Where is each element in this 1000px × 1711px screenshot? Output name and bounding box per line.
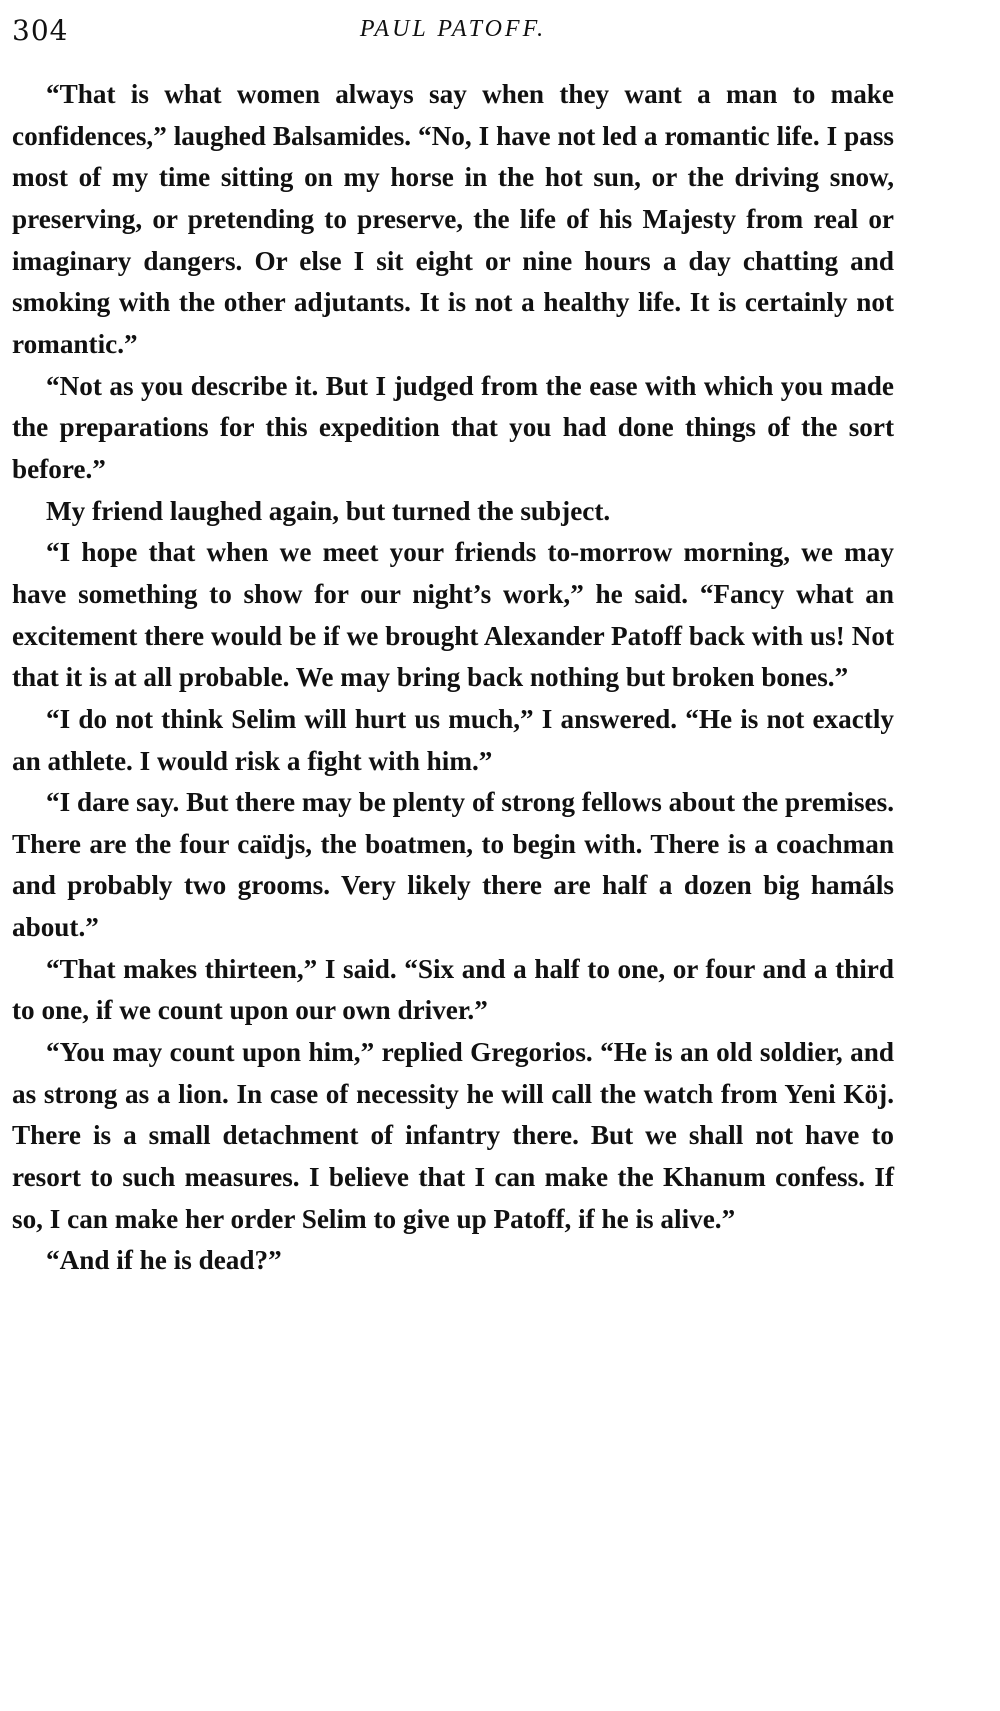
- book-page: [12, 6, 894, 1282]
- body-text: [12, 74, 894, 1282]
- paragraph: “I hope that when we meet your friends to-morrow morning, we may have something to show for our night’s work,” he said. “Fancy what an excitement there would be if we brought Alexander Patoff back with us! Not that it is at all probable. We may bring back nothing but broken bones.”: [12, 537, 894, 693]
- paragraph: “I do not think Selim will hurt us much,” I answered. “He is not exactly an athlete. I would risk a fight with him.”: [12, 703, 894, 776]
- paragraph: “That is what women always say when they want a man to make confidences,” laughed Balsamides. “No, I have not led a romantic life. I pass most of my time sitting on my horse in the hot sun, or the driving snow, preserving, or pretending to preserve, the life of his Majesty from real or imaginary dangers. Or else I sit eight or nine hours a day chatting and smoking with the other adjutants. It is not a healthy life. It is certainly not romantic.”: [12, 79, 894, 359]
- paragraph: “And if he is dead?”: [46, 1245, 282, 1276]
- paragraph: “Not as you describe it. But I judged from the ease with which you made the preparations for this expedition that you had done things of the sort before.”: [12, 370, 894, 484]
- page-number: 304: [12, 14, 69, 47]
- paragraph: “You may count upon him,” replied Gregorios. “He is an old soldier, and as strong as a lion. In case of necessity he will call the watch from Yeni Köj. There is a small detachment of infantry there. But we shall not have to resort to such measures. I believe that I can make the Khanum confess. If so, I can make her order Selim to give up Patoff, if he is alive.”: [12, 1037, 894, 1234]
- running-title: PAUL PATOFF.: [359, 16, 547, 42]
- paragraph: My friend laughed again, but turned the subject.: [46, 495, 611, 526]
- running-head: [12, 6, 894, 56]
- paragraph: “I dare say. But there may be plenty of strong fellows about the premises. There are the four caïdjs, the boatmen, to begin with. There is a coachman and probably two grooms. Very likely there are half a dozen big hamáls about.”: [12, 787, 894, 943]
- paragraph: “That makes thirteen,” I said. “Six and a half to one, or four and a third to one, if we count upon our own driver.”: [12, 953, 894, 1026]
